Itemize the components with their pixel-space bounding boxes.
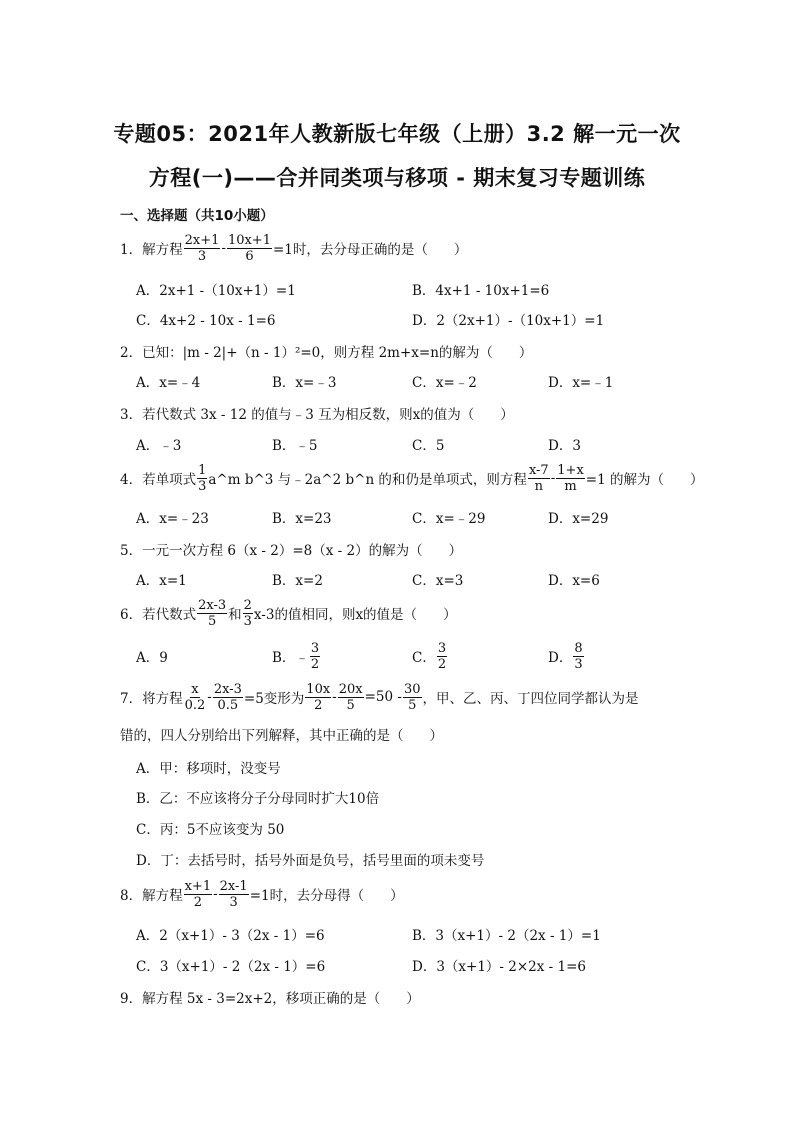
- q6-option-a: A．9: [136, 650, 168, 666]
- q7-option-a: A．甲：移项时，没变号: [136, 761, 281, 777]
- q7-option-d: D．丁：去括号时，括号外面是负号，括号里面的项未变号: [136, 853, 485, 869]
- fraction: $\frac{2x-3}{5}$: [198, 597, 227, 629]
- q7-option-c: C．丙：5不应该变为 50: [136, 822, 285, 838]
- q4-option-b: B．x=23: [272, 511, 332, 527]
- q3-option-d: D．3: [548, 438, 581, 454]
- q5-option-b: B．x=2: [272, 573, 323, 589]
- fraction: $\frac{30}{5}$: [403, 681, 421, 713]
- fraction: $\frac{x+1}{2}$: [184, 878, 212, 910]
- fraction: $\frac{1+x}{m}$: [557, 462, 584, 494]
- q5-option-d: D．x=6: [548, 573, 600, 589]
- fraction: $\frac{2x-3}{0.5}$: [213, 681, 242, 713]
- q1-option-c: C．4x+2 - 10x - 1=6: [136, 313, 276, 329]
- q8-option-d: D．3（x+1）- 2×2x - 1=6: [412, 959, 587, 975]
- title-line-2: 方程(一)——合并同类项与移项 - 期末复习专题训练: [148, 166, 646, 190]
- q2-option-a: A．x=﹣4: [136, 375, 201, 391]
- fraction: $\frac{8}{3}$: [574, 640, 583, 672]
- q8-option-c: C．3（x+1）- 2（2x - 1）=6: [136, 959, 326, 975]
- fraction: $\frac{3}{2}$: [310, 640, 320, 672]
- fraction: $\frac{x}{0.2}$: [184, 681, 206, 713]
- q8-option-b: B．3（x+1）- 2（2x - 1）=1: [412, 928, 601, 944]
- q3-option-b: B．﹣5: [272, 438, 318, 454]
- fraction: $\frac{x-7}{n}$: [528, 462, 549, 494]
- q2-option-b: B．x=﹣3: [272, 375, 337, 391]
- question-8: 8．解方程 $\frac{x+1}{2}$ - $\frac{2x-1}{3}$ =1时，去分母得（ ）: [120, 878, 404, 910]
- q5-option-c: C．x=3: [412, 573, 464, 589]
- q6-option-b: B．﹣ $\frac{3}{2}$: [272, 640, 320, 672]
- title-line-1: 专题05：2021年人教新版七年级（上册）3.2 解一元一次: [113, 122, 681, 146]
- q6-option-c: C． $\frac{3}{2}$: [412, 640, 447, 672]
- q1-option-a: A．2x+1 -（10x+1）=1: [136, 283, 296, 299]
- question-2: 2．已知：|m - 2|+（n - 1）²=0，则方程 2m+x=n的解为（ ）: [120, 345, 533, 361]
- fraction: $\frac{10x+1}{6}$: [227, 232, 271, 264]
- question-9: 9．解方程 5x - 3=2x+2，移项正确的是（ ）: [120, 991, 420, 1007]
- q1-option-d: D．2（2x+1）-（10x+1）=1: [412, 313, 605, 329]
- q2-option-d: D．x=﹣1: [548, 375, 614, 391]
- q7-option-b: B．乙：不应该将分子分母同时扩大10倍: [136, 791, 380, 807]
- q8-option-a: A．2（x+1）- 3（2x - 1）=6: [136, 928, 325, 944]
- question-1: 1．解方程 $\frac{2x+1}{3}$ - $\frac{10x+1}{6}$ =1时，去分母正确的是（ ）: [120, 232, 468, 264]
- q3-option-a: A．﹣3: [136, 438, 182, 454]
- question-4: 4．若单项式 $\frac{1}{3}$ a^m b^3 与﹣2a^2 b^n 的和仍是单项式，则方程 $\frac{x-7}{n}$ - $\frac{1+x}{m}$ =1 的解为（ ）: [120, 462, 704, 494]
- question-5: 5．一元一次方程 6（x - 2）=8（x - 2）的解为（ ）: [120, 543, 463, 559]
- question-7: 7．将方程 $\frac{x}{0.2}$ - $\frac{2x-3}{0.5}$ =5变形为 $\frac{10x}{2}$ - $\frac{20x}{5}$ =50 - $\frac{30}{5}$ ，甲、乙、丙、丁四位同学都认为是: [120, 681, 639, 713]
- question-6: 6．若代数式 $\frac{2x-3}{5}$ 和 $\frac{2}{3}$ x-3的值相同，则x的值是（ ）: [120, 597, 457, 629]
- q6-option-d: D． $\frac{8}{3}$: [548, 640, 583, 672]
- question-7-line-2: 错的，四人分别给出下列解释，其中正确的是（ ）: [120, 728, 443, 744]
- question-3: 3．若代数式 3x - 12 的值与﹣3 互为相反数，则x的值为（ ）: [120, 407, 514, 423]
- q3-option-c: C．5: [412, 438, 445, 454]
- fraction: $\frac{20x}{5}$: [338, 681, 363, 713]
- fraction: $\frac{3}{2}$: [437, 640, 447, 672]
- q5-option-a: A．x=1: [136, 573, 187, 589]
- q4-option-d: D．x=29: [548, 511, 609, 527]
- fraction: $\frac{1}{3}$: [198, 462, 207, 494]
- q2-option-c: C．x=﹣2: [412, 375, 477, 391]
- section-heading: 一、选择题（共10小题）: [120, 208, 274, 224]
- q4-option-c: C．x=﹣29: [412, 511, 486, 527]
- q1-option-b: B．4x+1 - 10x+1=6: [412, 283, 550, 299]
- fraction: $\frac{10x}{2}$: [306, 681, 331, 713]
- q4-option-a: A．x=﹣23: [136, 511, 209, 527]
- fraction: $\frac{2}{3}$: [243, 597, 252, 629]
- fraction: $\frac{2x+1}{3}$: [184, 232, 220, 264]
- fraction: $\frac{2x-1}{3}$: [219, 878, 248, 910]
